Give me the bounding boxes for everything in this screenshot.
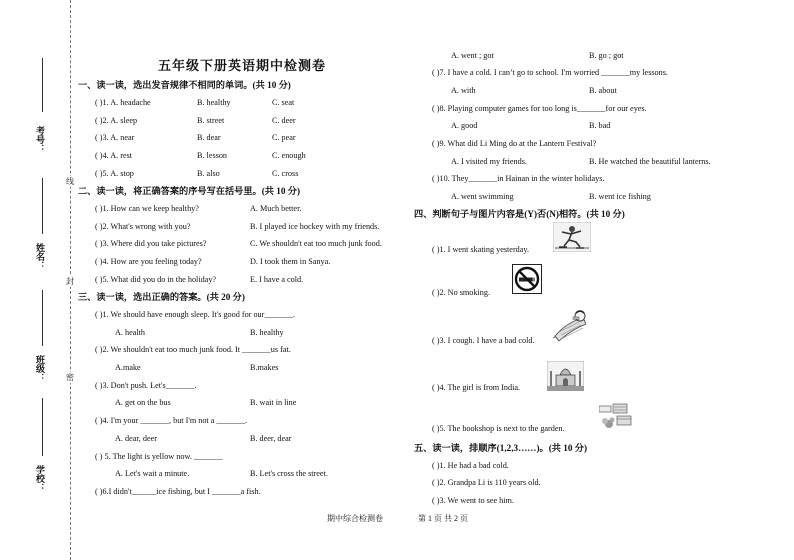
s3-q6-option-b: B. go ; got (589, 51, 624, 60)
s3-q10-option-a: A. went swimming (451, 192, 514, 201)
s3-q10: ( )10. They_______in Hainan in the winter holidays. (432, 174, 605, 183)
sick-boy-in-bed-picture (549, 308, 589, 342)
s4-item-4: ( )4. The girl is from India. (432, 383, 521, 392)
s1-row-3-b: B. dear (197, 133, 221, 142)
s1-row-3-a: ( )3. A. near (95, 133, 135, 142)
s3-q8-option-a: A. good (451, 121, 478, 130)
bookshop-and-garden-map (599, 402, 635, 430)
s1-row-2-c: C. deer (272, 116, 296, 125)
s3-q9-option-a: A. I visited my friends. (451, 157, 527, 166)
s1-row-2-b: B. street (197, 116, 225, 125)
section3-heading: 三、读一读，选出正确的答案。(共 20 分) (78, 292, 245, 302)
s3-q6-option-a: A. went ; got (451, 51, 494, 60)
section1-heading: 一、读一读，选出发音规律不相同的单词。(共 10 分) (78, 80, 291, 90)
s4-item-3: ( )3. I cough. I have a bad cold. (432, 336, 535, 345)
s2-answer-b: B. I played ice hockey with my friends. (250, 222, 380, 231)
s1-row-1-b: B. healthy (197, 98, 231, 107)
s3-q8: ( )8. Playing computer games for too long is_______for our eyes. (432, 104, 647, 113)
s3-q2-option-a: A.make (115, 363, 141, 372)
s3-q1-option-b: B. healthy (250, 328, 284, 337)
s4-item-5: ( )5. The bookshop is next to the garden. (432, 424, 565, 433)
s5-item-2: ( )2. Grandpa Li is 110 years old. (432, 478, 541, 487)
s1-row-2-a: ( )2. A. sleep (95, 116, 138, 125)
s3-q9: ( )9. What did Li Ming do at the Lantern Festival? (432, 139, 597, 148)
s3-q9-option-b: B. He watched the beautiful lanterns. (589, 157, 711, 166)
no-smoking-sign (512, 264, 542, 294)
s2-answer-e: E. I have a cold. (250, 275, 304, 284)
label-exam-number: 考号： (35, 126, 45, 153)
s2-question-3: ( )3. Where did you take pictures? (95, 239, 207, 248)
s3-q8-option-b: B. bad (589, 121, 611, 130)
s3-q4: ( )4. I'm your _______, but I'm not a _______. (95, 416, 248, 425)
s3-q5: ( ) 5. The light is yellow now. _______ (95, 452, 223, 461)
s3-q1: ( )1. We should have enough sleep. It's good for our_______. (95, 310, 296, 319)
skating-picture (553, 222, 591, 252)
s3-q3: ( )3. Don't push. Let's_______. (95, 381, 197, 390)
label-class: 班级： (35, 355, 45, 382)
s3-q4-option-b: B. deer, dear (250, 434, 292, 443)
s4-item-1: ( )1. I went skating yesterday. (432, 245, 530, 254)
school-line (42, 398, 43, 456)
s5-item-3: ( )3. We went to see him. (432, 496, 514, 505)
s1-row-3-c: C. pear (272, 133, 296, 142)
s1-row-5-c: C. cross (272, 169, 299, 178)
seal-mark-seal: 封 (66, 277, 74, 286)
seal-mark-line: 线 (66, 177, 74, 186)
s1-row-4-a: ( )4. A. rest (95, 151, 133, 160)
page-title: 五年级下册英语期中检测卷 (158, 58, 327, 73)
s5-item-1: ( )1. He had a bad cold. (432, 461, 509, 470)
label-school: 学校： (35, 465, 45, 492)
name-line (42, 178, 43, 234)
s3-q3-option-a: A. get on the bus (115, 398, 171, 407)
s3-q4-option-a: A. dear, deer (115, 434, 157, 443)
s3-q2: ( )2. We shouldn't eat too much junk food. It _______us fat. (95, 345, 291, 354)
s1-row-4-b: B. lesson (197, 151, 228, 160)
s1-row-4-c: C. enough (272, 151, 306, 160)
s2-answer-d: D. I took them in Sanya. (250, 257, 331, 266)
s3-q2-option-b: B.makes (250, 363, 279, 372)
s3-q6: ( )6.I didn't______ice fishing, but I _______a fish. (95, 487, 261, 496)
section4-heading: 四、判断句子与图片内容是(Y)否(N)相符。(共 10 分) (414, 209, 625, 219)
s3-q5-option-a: A. Let's wait a minute. (115, 469, 190, 478)
s3-q3-option-b: B. wait in line (250, 398, 297, 407)
s3-q7-option-b: B. about (589, 86, 617, 95)
s3-q10-option-b: B. went ice fishing (589, 192, 651, 201)
s3-q7-option-a: A. with (451, 86, 476, 95)
s1-row-5-b: B. also (197, 169, 220, 178)
s3-q7: ( )7. I have a cold. I can’t go to school. I'm worried _______my lessons. (432, 68, 668, 77)
s4-item-2: ( )2. No smoking. (432, 288, 490, 297)
class-line (42, 290, 43, 346)
s2-question-5: ( )5. What did you do in the holiday? (95, 275, 217, 284)
s1-row-1-a: ( )1. A. headache (95, 98, 151, 107)
taj-mahal-picture (547, 361, 584, 391)
s2-question-2: ( )2. What's wrong with you? (95, 222, 191, 231)
s3-q1-option-a: A. health (115, 328, 146, 337)
s3-q5-option-b: B. Let's cross the street. (250, 469, 328, 478)
footer-title: 期中综合检测卷 (327, 514, 383, 523)
s2-question-4: ( )4. How are you feeling today? (95, 257, 202, 266)
s1-row-1-c: C. seat (272, 98, 295, 107)
seal-mark-secret: 密 (66, 373, 74, 382)
s1-row-5-a: ( )5. A. stop (95, 169, 134, 178)
footer-page-number: 第 1 页 共 2 页 (418, 514, 468, 523)
s2-answer-a: A. Much better. (250, 204, 302, 213)
exam-number-line (42, 58, 43, 112)
label-name: 姓名： (35, 243, 45, 270)
section2-heading: 二、读一读，将正确答案的序号写在括号里。(共 10 分) (78, 186, 301, 196)
s2-question-1: ( )1. How can we keep healthy? (95, 204, 199, 213)
section5-heading: 五、读一读，排顺序(1,2,3……)。(共 10 分) (414, 443, 588, 453)
s2-answer-c: C. We shouldn't eat too much junk food. (250, 239, 382, 248)
